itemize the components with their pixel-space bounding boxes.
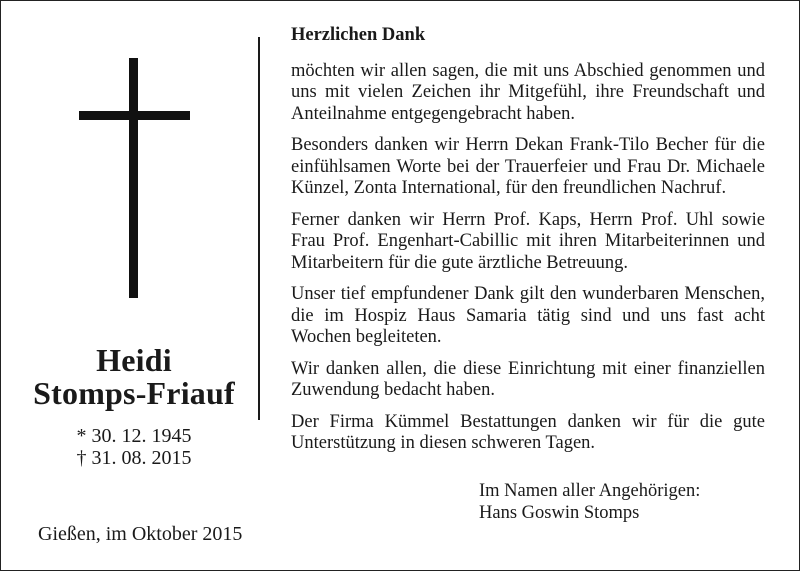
place-and-date: Gießen, im Oktober 2015	[38, 523, 243, 545]
cross-horizontal-bar	[79, 111, 190, 120]
cross-vertical-bar	[129, 58, 138, 298]
paragraph-hospice: Unser tief empfundener Dank gilt den wunderbaren Menschen, die im Hospiz Haus Samaria tätig sind und uns fast acht Wochen begleiteten.	[291, 284, 765, 347]
birth-date: * 30. 12. 1945	[76, 425, 192, 447]
signature-line-name: Hans Goswin Stomps	[479, 502, 640, 523]
paragraph-funeral-home: Der Firma Kümmel Bestattungen danken wir für die gute Unterstützung in diesen schweren Tagen.	[291, 411, 765, 453]
deceased-first-name: Heidi	[96, 342, 172, 378]
thank-you-heading: Herzlichen Dank	[291, 25, 426, 45]
vertical-divider	[258, 37, 260, 420]
death-date: † 31. 08. 2015	[76, 447, 192, 469]
paragraph-donations: Wir danken allen, die diese Einrichtung mit einer finanziellen Zuwendung bedacht haben.	[291, 358, 765, 400]
paragraph-intro: möchten wir allen sagen, die mit uns Abschied genommen und uns mit vielen Zeichen ihr Mitgefühl, ihre Freundschaft und Anteilnahme entgegengebracht haben.	[291, 60, 765, 124]
signature-line-family: Im Namen aller Angehörigen:	[479, 481, 701, 501]
paragraph-dean: Besonders danken wir Herrn Dekan Frank-Tilo Becher für die einfühlsamen Worte bei der Trauerfeier und Frau Dr. Michaele Künzel, Zonta International, für den freundlichen Nachruf.	[291, 135, 765, 198]
signature-block	[479, 481, 700, 524]
paragraph-doctors: Ferner danken wir Herrn Prof. Kaps, Herrn Prof. Uhl sowie Frau Prof. Engenhart-Cabillic mit ihren Mitarbeiterinnen und Mitarbeitern für die gute ärztliche Betreuung.	[291, 209, 765, 273]
thank-you-text	[291, 25, 765, 465]
deceased-last-name: Stomps-Friauf	[33, 375, 235, 411]
